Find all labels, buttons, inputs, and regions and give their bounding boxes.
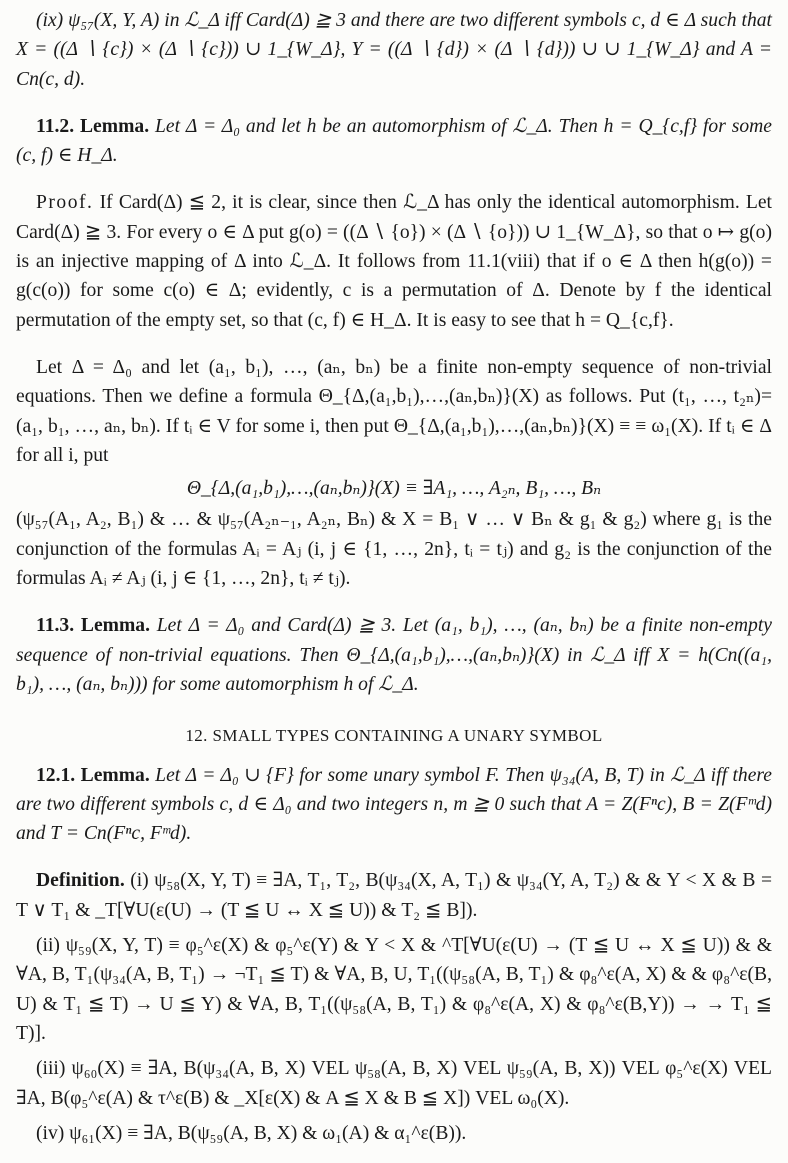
item-ix [16, 6, 772, 94]
theta-definition [16, 353, 772, 470]
lemma-12-1-statement: Let Δ = Δ₀ ∪ {F} for some unary symbol F. Then ψ₃₄(A, B, T) in ℒ_Δ iff there are two different symbols c, d ∈ Δ₀ and two integers n, m ≧ 0 such that A = Z(Fⁿc), B = Z(Fᵐd) and T = Cn(Fⁿc, Fᵐd). [16, 764, 772, 845]
theta-continuation [16, 505, 772, 593]
item-ix-text: (ix) ψ₅₇(X, Y, A) in ℒ_Δ iff Card(Δ) ≧ 3 and there are two different symbols c, d ∈ Δ such that X = ((Δ ∖ {c}) × (Δ ∖ {c})) ∪ 1_{W_Δ}, Y = ((Δ ∖ {d}) × (Δ ∖ {d})) ∪ ∪ 1_{W_Δ} and A = Cn(c, d). [16, 10, 772, 90]
theta-formula-text: Θ_{Δ,(a₁,b₁),…,(aₙ,bₙ)}(X) ≡ ∃A₁, …, A₂ₙ, B₁, …, Bₙ [186, 478, 602, 500]
proof-text: If Card(Δ) ≦ 2, it is clear, since then ℒ_Δ has only the identical automorphism. Let Card(Δ) ≧ 3. For every o ∈ Δ put g(o) = ((Δ ∖ {o}) × (Δ ∖ {o})) ∪ 1_{W_Δ}, so that o ↦ g(o) is an injective mapping of Δ into ℒ_Δ. It follows from 11.1(viii) that if o ∈ Δ then h(g(o)) = g(c(o)) for some c(o) ∈ Δ; evidently, c is a permutation of Δ. Denote by f the identical permutation of the empty set, so that (c, f) ∈ H_Δ. It is easy to see that h = Q_{c,f}. [16, 192, 773, 331]
definition-iii-text: (iii) ψ₆₀(X) ≡ ∃A, B(ψ₃₄(A, B, X) VEL ψ₅₈(A, B, X) VEL ψ₅₉(A, B, X)) VEL φ₅^ε(X) VEL ∃A, B(φ₅^ε(A) & τ^ε(B) & _X[ε(X) & A ≦ X & B ≦ X]) VEL ω₀(X). [16, 1058, 772, 1109]
lemma-11-2 [16, 112, 772, 171]
definition-iii [16, 1054, 772, 1113]
theta-continuation-text: (ψ₅₇(A₁, A₂, B₁) & … & ψ₅₇(A₂ₙ₋₁, A₂ₙ, Bₙ) & X = B₁ ∨ … ∨ Bₙ & g₁ & g₂) where g₁ is the conjunction of the formulas Aᵢ = Aⱼ (i, j ∈ {1, …, 2n}, tᵢ = tⱼ) and g₂ is the conjunction of the formulas Aᵢ ≠ Aⱼ (i, j ∈ {1, …, 2n}, tᵢ ≠ tⱼ). [16, 509, 772, 590]
definition-iv-text: (iv) ψ₆₁(X) ≡ ∃A, B(ψ₅₉(A, B, X) & ω₁(A) & α₁^ε(B)). [36, 1122, 467, 1144]
definition-ii-text: (ii) ψ₅₉(X, Y, T) ≡ φ₅^ε(X) & φ₅^ε(Y) & Y < X & ^T[∀U(ε(U) → (T ≦ U ↔ X ≦ U)) & & ∀A, B, T₁(ψ₃₄(A, B, T₁) → ¬T₁ ≦ T) & ∀A, B, U, T₁((ψ₅₈(A, B, T₁) & φ₈^ε(A, X) & & φ₈^ε(B, U) & T₁ ≦ T) → U ≦ Y) & ∀A, B, T₁((ψ₅₈(A, B, T₁) & φ₈^ε(A, X) & φ₈^ε(B,Y)) → → T₁ ≦ T)]. [16, 935, 772, 1044]
lemma-11-3-statement: Let Δ = Δ₀ and Card(Δ) ≧ 3. Let (a₁, b₁), …, (aₙ, bₙ) be a finite non-empty sequence of non-trivial equations. Then Θ_{Δ,(a₁,b₁),…,(aₙ,bₙ)}(X) in ℒ_Δ iff X = h(Cn((a₁, b₁), …, (aₙ, bₙ))) for some automorphism h of ℒ_Δ. [16, 615, 772, 695]
definition-heading: Definition. [36, 870, 125, 892]
section-title: 12. SMALL TYPES CONTAINING A UNARY SYMBOL [185, 726, 603, 746]
lemma-12-1-heading: 12.1. Lemma. [36, 764, 150, 786]
definition-i [16, 866, 772, 925]
theta-definition-text: Let Δ = Δ₀ and let (a₁, b₁), …, (aₙ, bₙ) be a finite non-empty sequence of non-trivial equations. Then we define a formula Θ_{Δ,(a₁,b₁),…,(aₙ,bₙ)}(X) as follows. Put (t₁, …, t₂ₙ)=(a₁, b₁, …, aₙ, bₙ). If tᵢ ∈ V for some i, then put Θ_{Δ,(a₁,b₁),…,(aₙ,bₙ)}(X) ≡ ≡ ω₁(X). If tᵢ ∈ Δ for all i, put [16, 356, 772, 466]
lemma-12-1 [16, 761, 772, 849]
lemma-11-2-heading: 11.2. Lemma. [36, 115, 150, 137]
lemma-11-3 [16, 611, 772, 699]
definition-ii [16, 931, 772, 1048]
lemma-11-3-heading: 11.3. Lemma. [36, 615, 150, 637]
proof-heading: Proof. [36, 192, 94, 214]
proof [16, 188, 772, 334]
theta-formula [16, 474, 772, 503]
lemma-11-2-statement: Let Δ = Δ₀ and let h be an automorphism of ℒ_Δ. Then h = Q_{c,f} for some (c, f) ∈ H_Δ. [16, 115, 773, 167]
definition-iv [16, 1119, 772, 1148]
definition-i-text: (i) ψ₅₈(X, Y, T) ≡ ∃A, T₁, T₂, B(ψ₃₄(X, A, T₁) & ψ₃₄(Y, A, T₂) & & Y < X & B = T ∨ T₁ & _T[∀U(ε(U) → (T ≦ U ↔ X ≦ U)) & T₂ ≦ B]). [16, 870, 772, 921]
